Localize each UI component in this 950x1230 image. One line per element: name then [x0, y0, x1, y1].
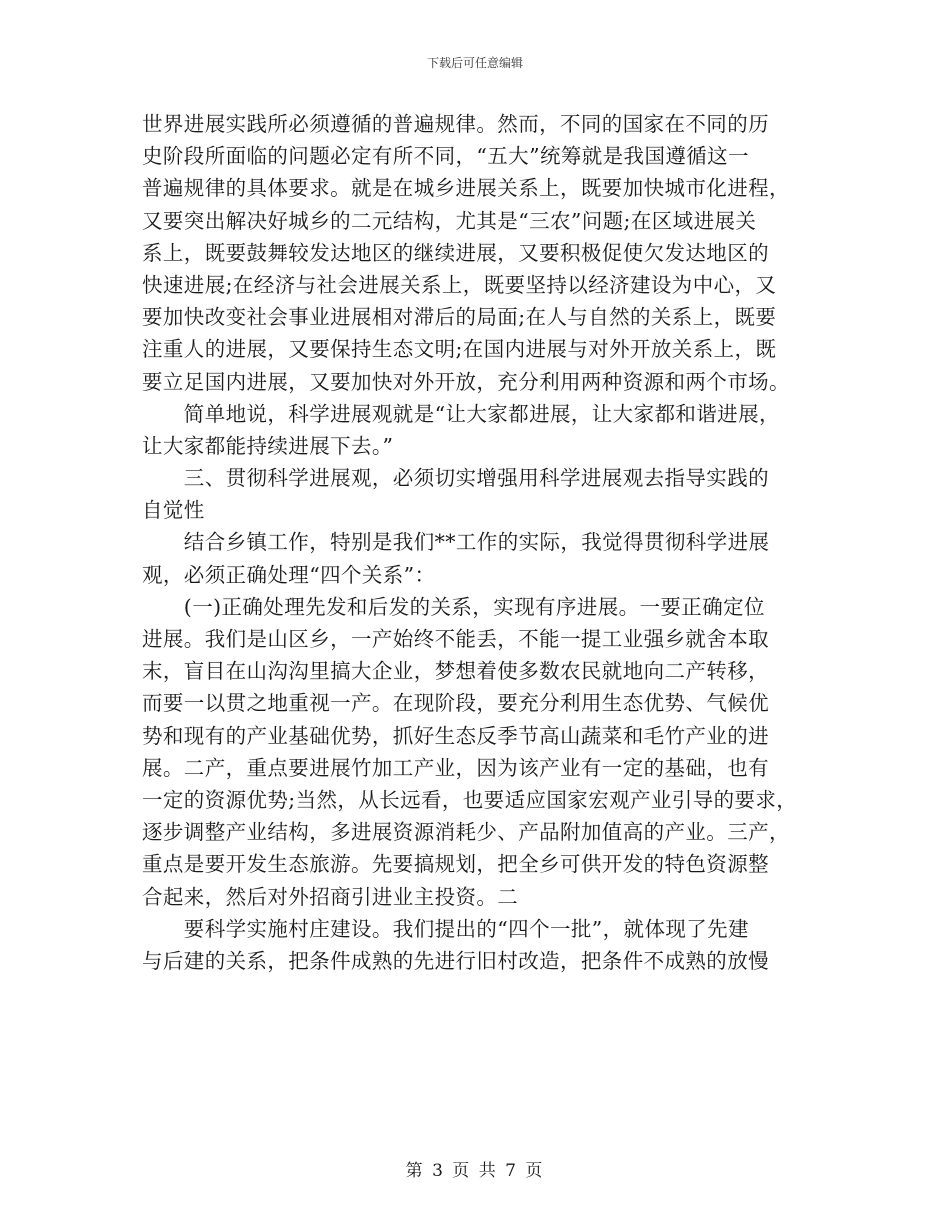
- text-line: 逐步调整产业结构，多进展资源消耗少、产品附加值高的产业。三产，: [142, 820, 790, 845]
- text-line: 自觉性: [142, 498, 205, 523]
- text-line: 结合乡镇工作，特别是我们**工作的实际，我觉得贯彻科学进展: [142, 530, 770, 555]
- page-header: 下载后可任意编辑: [426, 56, 523, 70]
- text-line: 让大家都能持续进展下去。”: [142, 433, 394, 458]
- text-line: 观，必须正确处理“四个关系”：: [142, 562, 436, 587]
- text-line: 系上，既要鼓舞较发达地区的继续进展，又要积极促使欠发达地区的: [142, 240, 769, 265]
- text-line: 又要突出解决好城乡的二元结构，尤其是“三农”问题;在区域进展关: [142, 208, 757, 233]
- text-line: 要科学实施村庄建设。我们提出的“四个一批”，就体现了先建: [142, 916, 749, 941]
- text-line: 普遍规律的具体要求。就是在城乡进展关系上，既要加快城市化进程，: [142, 176, 790, 201]
- text-line: 进展。我们是山区乡，一产始终不能丢，不能一提工业强乡就舍本取: [142, 627, 769, 651]
- text-line: 与后建的关系，把条件成熟的先进行旧村改造，把条件不成熟的放慢: [142, 948, 769, 973]
- text-line: 要立足国内进展，又要加快对外开放，充分利用两种资源和两个市场。: [142, 369, 790, 394]
- text-line: 一定的资源优势;当然，从长远看，也要适应国家宏观产业引导的要求，: [142, 787, 798, 812]
- text-line: 而要一以贯之地重视一产。在现阶段，要充分利用生态优势、气候优: [142, 691, 769, 716]
- text-line: 重点是要开发生态旅游。先要搞规划，把全乡可供开发的特色资源整: [142, 852, 769, 877]
- text-line: 要加快改变社会事业进展相对滞后的局面;在人与自然的关系上，既要: [142, 305, 777, 330]
- text-line: 史阶段所面临的问题必定有所不同，“五大”统筹就是我国遵循这一: [142, 144, 749, 169]
- text-line: 合起来，然后对外招商引进业主投资。二: [142, 884, 519, 909]
- text-line: 三、贯彻科学进展观，必须切实增强用科学进展观去指导实践的: [142, 466, 769, 491]
- text-line: 势和现有的产业基础优势，抓好生态反季节高山蔬菜和毛竹产业的进: [142, 723, 769, 748]
- text-line: 注重人的进展，又要保持生态文明;在国内进展与对外开放关系上，既: [142, 337, 777, 362]
- document-body: [142, 108, 814, 977]
- text-line: (一)正确处理先发和后发的关系，实现有序进展。一要正确定位: [142, 594, 765, 619]
- text-line: 快速进展;在经济与社会进展关系上，既要坚持以经济建设为中心，又: [142, 272, 777, 297]
- text-line: 简单地说，科学进展观就是“让大家都进展，让大家都和谐进展，: [142, 401, 780, 426]
- text-line: 末，盲目在山沟沟里搞大企业，梦想着使多数农民就地向二产转移，: [142, 659, 769, 684]
- text-line: 世界进展实践所必须遵循的普遍规律。然而，不同的国家在不同的历: [142, 112, 769, 136]
- text-line: 展。二产，重点要进展竹加工产业，因为该产业有一定的基础，也有: [142, 755, 769, 780]
- page-number-footer: 第 3 页 共 7 页: [405, 1161, 545, 1181]
